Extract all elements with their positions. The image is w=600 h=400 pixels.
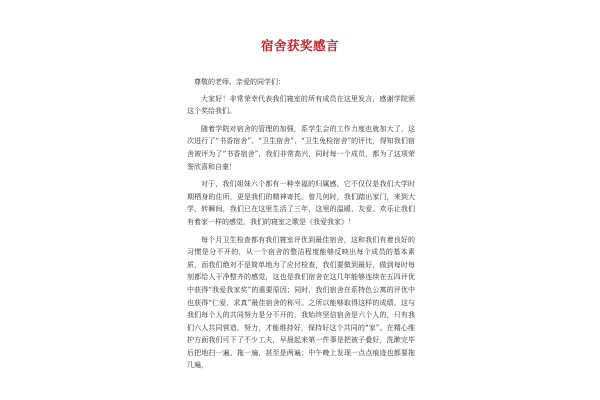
paragraph-1: 大家好！非常荣幸代表我们寝室的所有成员在这里发言，感谢学院颁这个奖给我们。 xyxy=(187,94,415,116)
paragraph-2: 随着学院对宿舍的管理的加强，系学生会的工作力度也就加大了，这次进行了“书香宿舍”、“卫生宿舍”、“卫生免检宿舍”的评比，得知我们宿舍被评为了“书香宿舍”，我们非常高兴，同时每一个成员，都为了这项荣誉欣喜和自豪！ xyxy=(187,124,415,171)
page-title: 宿舍获奖感言 xyxy=(260,38,339,53)
paragraph-3: 对于，我们姐妹六个都有一种幸福的归属感，它不仅仅是我们大学时期栖身的住所，更是我们的精神寄托。曾几何时，我们踏出家门，来到大学，转瞬间，我们已在这里生活了三年，这里的温暖、友爱、欢乐让我们有着家一样的感觉，我们的寝室之歌是《我爱我家》！ xyxy=(187,180,415,226)
paragraph-4: 每个月卫生检查都有我们寝室评优到最佳宿舍，这和我们有着良好的习惯是分不开的，从一个宿舍的整洁程度能够反映出每个成员的基本素质，而我们绝对不是简单地为了应付检查，我们要做到最好，做到每时每刻都给人干净整齐的感觉，这也是我们宿舍在这几年能够连续在五四评优中获得“我爱我家奖”的重要原因；同时，我们宿舍在系特色公寓的评优中也获得“仁爱、求真”最佳宿舍的称号。之所以能够取得这样的成绩，这与我们每个人的共同努力是分不开的，我始终坚信宿舍是六个人的，只有我们六人共同营造，努力，才能维持好，保持好这个共同的“家”。在精心维护方面我们可下了不少工夫，早晨起来第一件事是把被子叠好，洗漱完毕后把地扫一遍、拖一遍，甚至是两遍；中午晚上发现一点点痕迹也都要拖几遍， xyxy=(187,235,415,370)
salutation: 尊敬的老师、亲爱的同学们： xyxy=(194,78,285,86)
document-body xyxy=(187,76,415,377)
